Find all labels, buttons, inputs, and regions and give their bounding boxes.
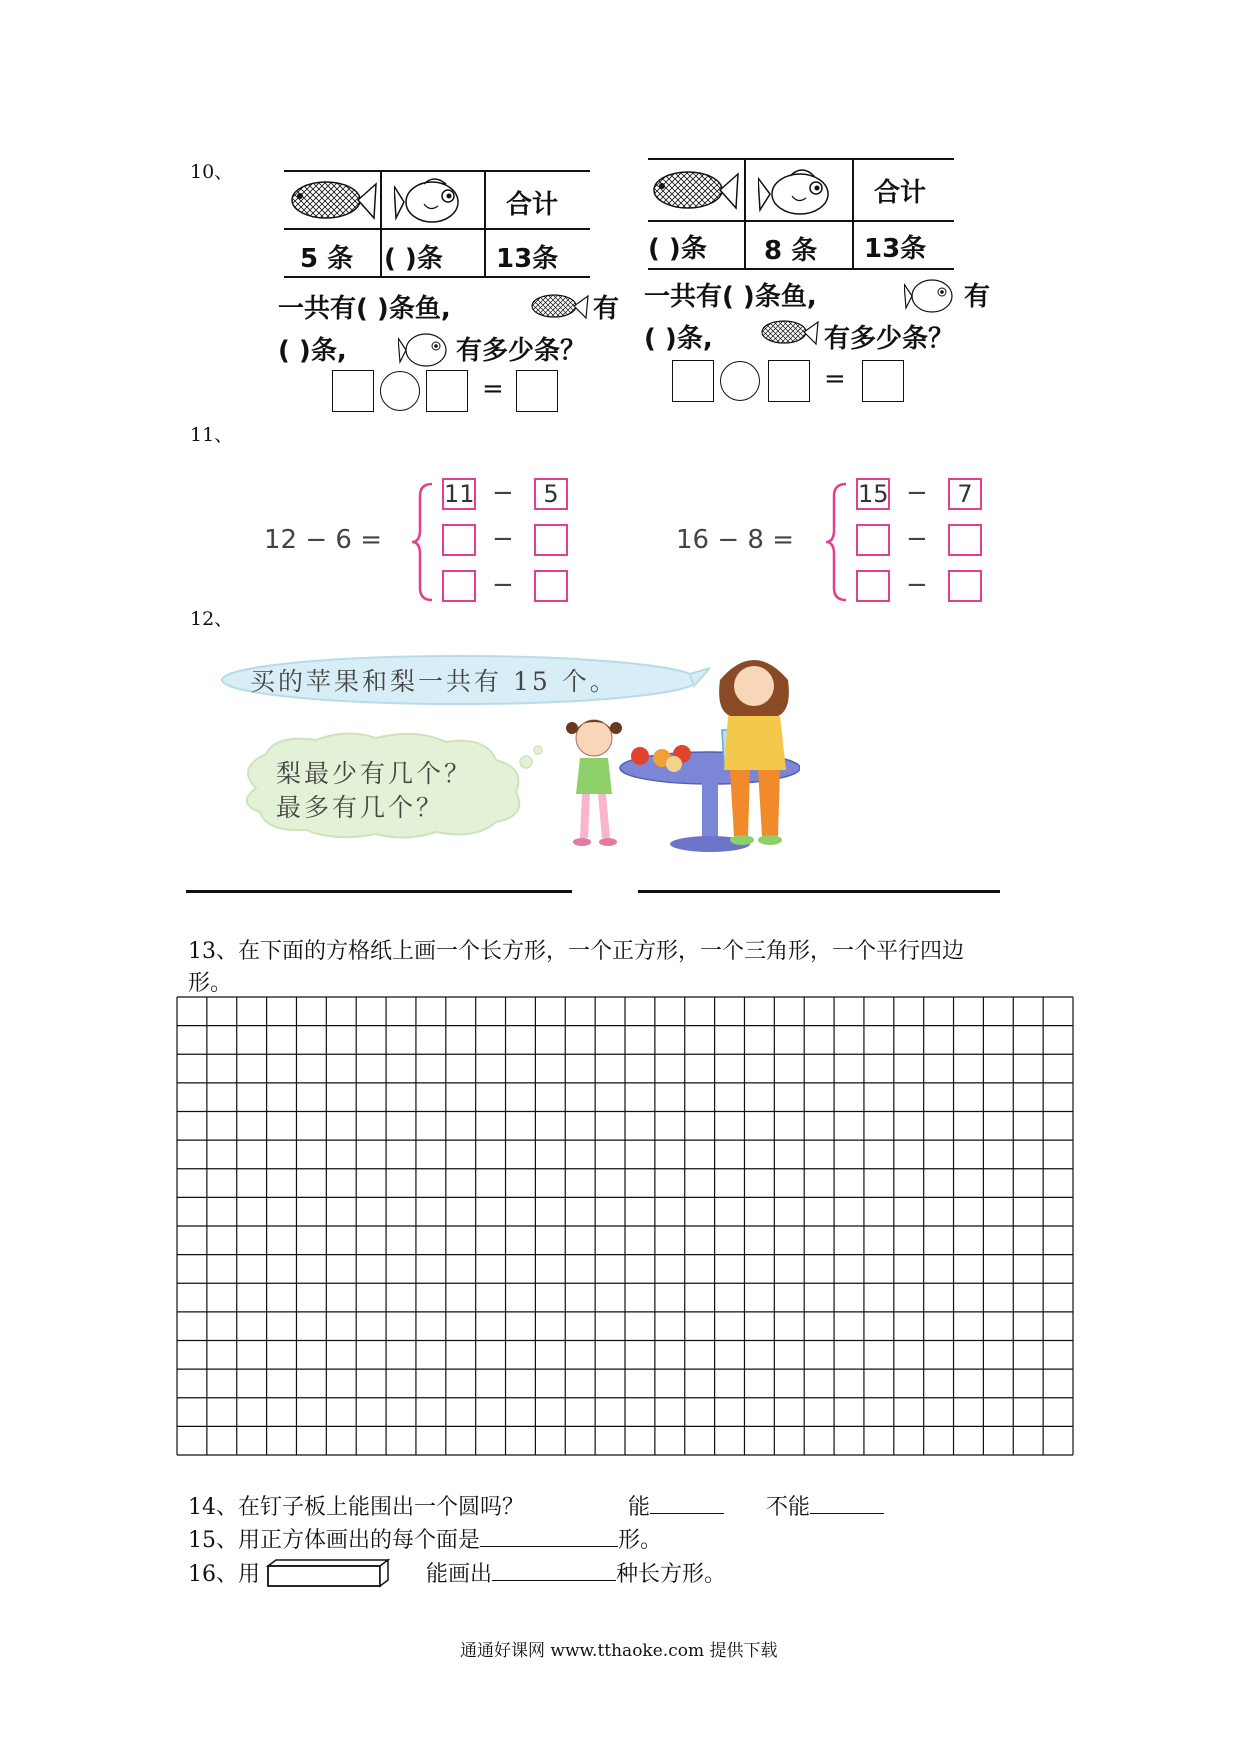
q12-answer-line-2[interactable] (638, 890, 1000, 893)
q10-left-equals: = (482, 374, 504, 404)
q10-right-table (648, 158, 954, 270)
q11-right-box-b2[interactable] (948, 524, 982, 556)
q10-right-line2: ( )条, (644, 324, 713, 354)
net-fish-small-icon (758, 316, 820, 348)
q11-left-expression: 12 − 6 = (264, 525, 382, 555)
q16-suffix: 种长方形。 (616, 1562, 727, 1587)
q10-right-box-2[interactable] (768, 360, 810, 402)
q10-left-box-1[interactable] (332, 370, 374, 412)
q10-right-box-1[interactable] (672, 360, 714, 402)
q10-left-line1: 一共有( )条鱼, (278, 294, 451, 324)
q10-left-row-b: ( )条 (384, 244, 443, 274)
q15-text: 15、用正方体画出的每个面是 (188, 1528, 480, 1553)
q10-right-row-total: 13条 (864, 234, 927, 264)
q16-question (188, 1557, 260, 1588)
q16-blank[interactable] (492, 1562, 616, 1581)
q11-right-expression: 16 − 8 = (676, 525, 794, 555)
q10-right-equals: = (824, 364, 846, 394)
q12-label: 12、 (190, 608, 234, 630)
q14-no-blank[interactable] (810, 1495, 884, 1514)
q14-option-yes-label: 能 (628, 1495, 651, 1520)
q10-left-row-a: 5 条 (300, 244, 354, 274)
q11-left-minus-3: − (492, 570, 514, 600)
q10-right-operator-circle[interactable] (720, 361, 760, 401)
net-fish-small-icon (528, 290, 590, 322)
q11-left-box-a1[interactable]: 11 (444, 480, 475, 508)
footer-text: 通通好课网 www.tthaoke.com 提供下载 (460, 1641, 778, 1661)
q11-left-box-a3[interactable] (442, 570, 476, 602)
q15-suffix: 形。 (618, 1528, 663, 1553)
q13-instruction: 13、在下面的方格纸上画一个长方形，一个正方形，一个三角形，一个平行四边 (188, 939, 964, 964)
q12-cloud-line2: 最多有几个？ (276, 793, 445, 822)
q16-rest (426, 1557, 726, 1588)
q11-right-minus-2: − (906, 524, 928, 554)
q14-option-yes (628, 1490, 724, 1521)
mother-illustration (700, 650, 810, 850)
q10-left-table (284, 170, 590, 278)
q10-right-line1: 一共有( )条鱼, (644, 282, 817, 312)
q11-left-box-b2[interactable] (534, 524, 568, 556)
q10-left-line2-end: 有多少条？ (456, 336, 587, 366)
q11-right-minus-3: − (906, 570, 928, 600)
q10-left-box-3[interactable] (516, 370, 558, 412)
q11-left-brace (410, 482, 436, 602)
q10-left-operator-circle[interactable] (380, 371, 420, 411)
q10-right-total-header: 合计 (874, 178, 927, 208)
q10-right-row-a: ( )条 (648, 234, 707, 264)
q11-right-box-b1[interactable]: 7 (948, 478, 982, 510)
q11-right-box-a3[interactable] (856, 570, 890, 602)
q11-right-box-b3[interactable] (948, 570, 982, 602)
q12-answer-line-1[interactable] (186, 890, 572, 893)
q12-bubble-top-text: 买的苹果和梨一共有 15 个。 (250, 667, 618, 696)
cuboid-icon (266, 1558, 390, 1588)
round-fish-small-icon (398, 326, 454, 370)
q16-text: 16、用 (188, 1562, 260, 1587)
q10-right-line1-end: 有 (964, 282, 991, 312)
net-fish-icon (286, 174, 378, 226)
q11-left-minus-1: − (492, 478, 514, 508)
round-fish-small-icon (904, 272, 960, 316)
q15-question (188, 1523, 662, 1554)
round-fish-icon (394, 174, 474, 226)
q10-right-row-b: 8 条 (764, 236, 818, 266)
q11-left-box-a2[interactable] (442, 524, 476, 556)
q11-left-box-b1[interactable]: 5 (534, 478, 568, 510)
q10-left-line2: ( )条, (278, 336, 347, 366)
q11-right-box-a2[interactable] (856, 524, 890, 556)
grid-paper[interactable] (176, 996, 1074, 1456)
q10-left-box-2[interactable] (426, 370, 468, 412)
q11-left-box-b3[interactable] (534, 570, 568, 602)
q14-option-no-label: 不能 (766, 1495, 811, 1520)
q10-right-line2-end: 有多少条？ (824, 324, 955, 354)
q10-left-row-total: 13条 (496, 244, 559, 274)
q14-question: 14、在钉子板上能围出一个圆吗？ (188, 1495, 524, 1520)
q13-instruction-cont: 形。 (188, 971, 233, 996)
q16-mid: 能画出 (426, 1562, 493, 1587)
q10-label: 10、 (190, 161, 234, 183)
q10-left-line1-end: 有 (593, 294, 620, 324)
q10-right-box-3[interactable] (862, 360, 904, 402)
net-fish-icon (648, 164, 740, 216)
q11-right-minus-1: − (906, 478, 928, 508)
q15-blank[interactable] (480, 1528, 618, 1547)
round-fish-icon (758, 164, 844, 218)
q14-yes-blank[interactable] (650, 1495, 724, 1514)
q11-right-brace (824, 482, 850, 602)
q11-right-box-a1[interactable]: 15 (858, 480, 889, 508)
q14-option-no (766, 1490, 884, 1521)
q12-cloud-line1: 梨最少有几个？ (276, 759, 473, 788)
q11-left-minus-2: − (492, 524, 514, 554)
q11-label: 11、 (190, 424, 234, 446)
q10-left-total-header: 合计 (506, 190, 559, 220)
